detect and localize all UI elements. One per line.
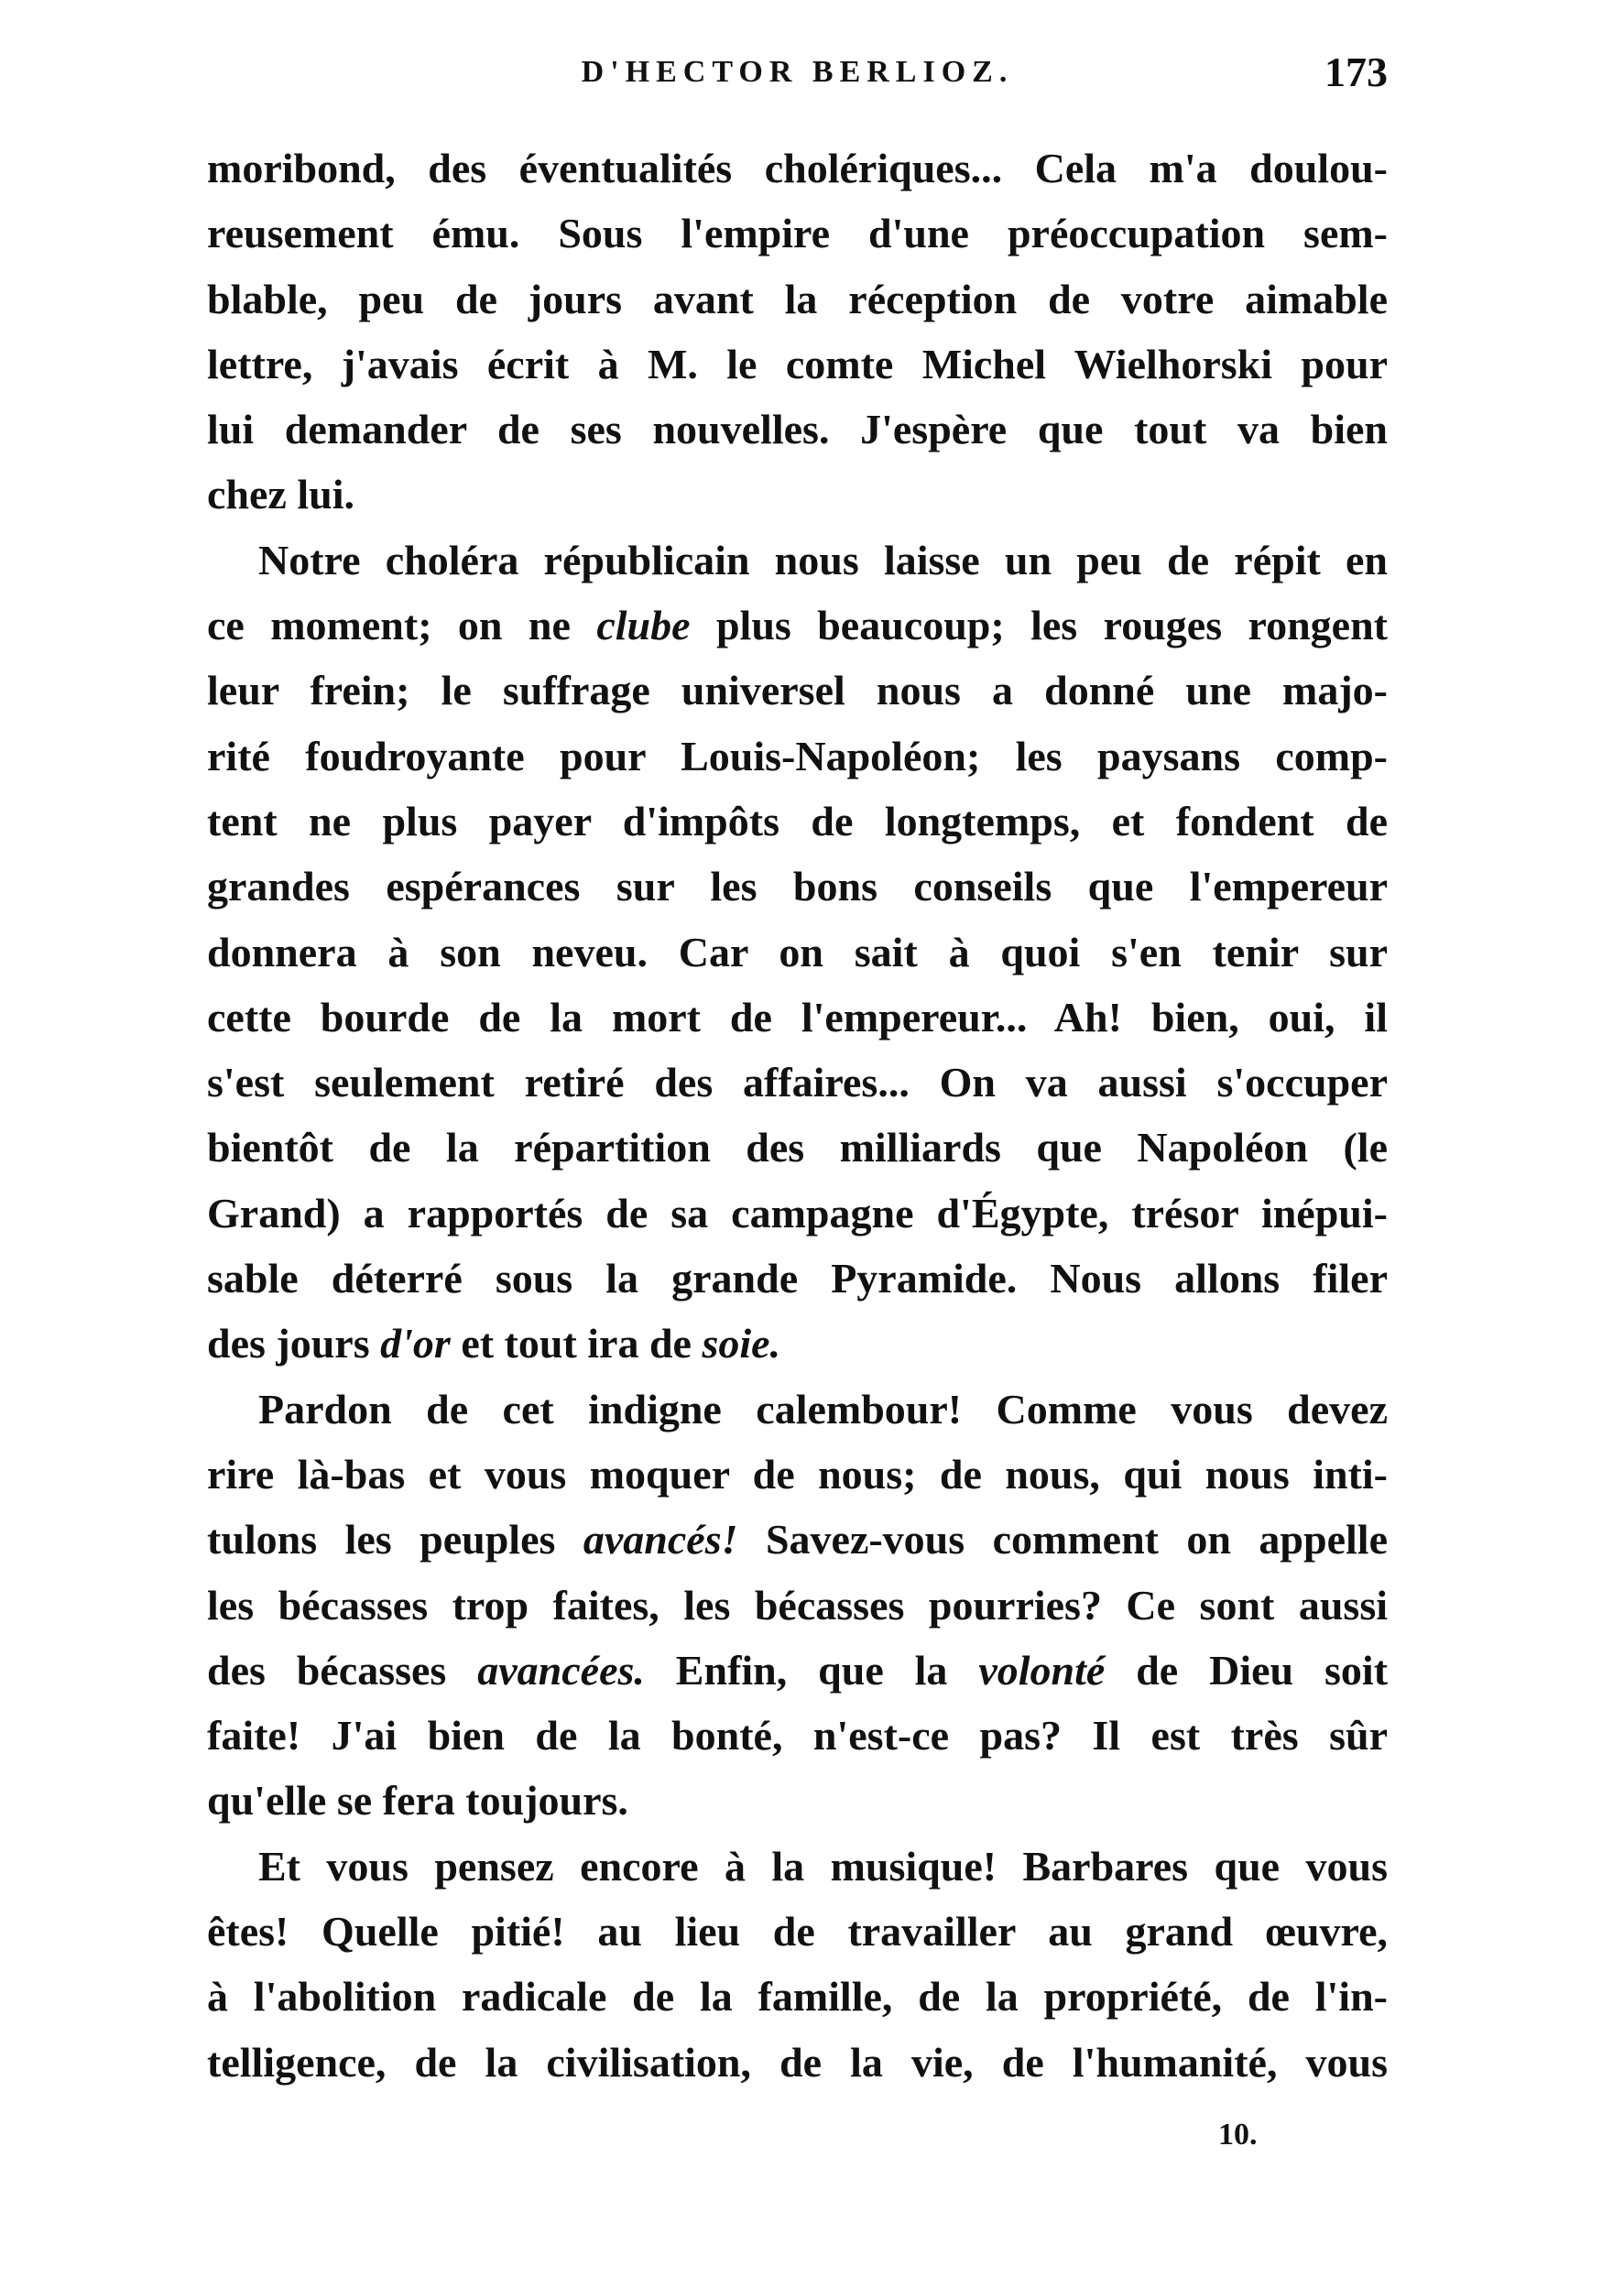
text-line	[207, 1181, 1388, 1246]
text-line	[207, 1246, 1388, 1311]
text-segment: Grand) a rapportés de sa campagne d'Égypte, trésor inépui-	[207, 1189, 1388, 1237]
text-line	[207, 1964, 1388, 2029]
text-line	[207, 1573, 1388, 1638]
signature-mark: 10.	[1218, 2118, 1258, 2152]
text-line	[207, 724, 1388, 789]
text-segment: Et vous pensez encore à la musique! Barbares que vous	[258, 1842, 1388, 1890]
text-segment: tulons les peuples	[207, 1516, 583, 1563]
text-line	[207, 2030, 1388, 2095]
text-segment: rire là-bas et vous moquer de nous; de nous, qui nous inti-	[207, 1450, 1388, 1498]
text-segment: tent ne plus payer d'impôts de longtemps, et fondent de	[207, 797, 1388, 844]
text-line	[207, 1768, 1388, 1833]
text-segment: les bécasses trop faites, les bécasses pourries? Ce sont aussi	[207, 1581, 1388, 1629]
text-line	[207, 201, 1388, 266]
text-segment: donnera à son neveu. Car on sait à quoi s'en tenir sur	[207, 928, 1388, 975]
text-segment: des bécasses	[207, 1646, 478, 1694]
text-segment: à l'abolition radicale de la famille, de la propriété, de l'in-	[207, 1973, 1388, 2021]
text-line	[207, 1115, 1388, 1180]
text-segment: plus beaucoup; les rouges rongent	[690, 602, 1389, 649]
text-line	[207, 1638, 1388, 1703]
italic-text: avancés!	[583, 1516, 738, 1563]
text-line	[207, 789, 1388, 854]
text-line	[207, 1050, 1388, 1115]
text-segment: chez lui.	[207, 471, 354, 518]
text-line	[207, 593, 1388, 658]
text-segment: et tout ira de	[450, 1320, 703, 1367]
body-text	[207, 136, 1388, 2095]
text-segment: faite! J'ai bien de la bonté, n'est-ce pas? Il est très sûr	[207, 1712, 1388, 1760]
text-segment: Pardon de cet indigne calembour! Comme vous devez	[258, 1385, 1388, 1433]
text-segment: moribond, des éventualités cholériques... Cela m'a doulou-	[207, 145, 1388, 191]
italic-text: soie.	[702, 1320, 781, 1367]
text-segment: grandes espérances sur les bons conseils que l'empereur	[207, 863, 1388, 910]
text-line	[207, 136, 1388, 201]
text-segment: Enfin, que la	[644, 1646, 979, 1694]
running-header	[207, 48, 1388, 103]
text-line	[207, 1899, 1388, 1964]
text-segment: lui demander de ses nouvelles. J'espère que tout va bien	[207, 406, 1388, 453]
italic-text: avancées.	[477, 1646, 645, 1694]
text-line	[207, 1442, 1388, 1507]
text-segment: sable déterré sous la grande Pyramide. Nous allons filer	[207, 1255, 1388, 1302]
text-segment: reusement ému. Sous l'empire d'une préoccupation sem-	[207, 210, 1388, 257]
text-segment: ce moment; on ne	[207, 602, 597, 649]
italic-text: volonté	[978, 1646, 1106, 1694]
text-segment: de Dieu soit	[1105, 1646, 1389, 1694]
text-line	[207, 332, 1388, 397]
italic-text: clube	[596, 602, 691, 649]
text-segment: telligence, de la civilisation, de la vie, de l'humanité, vous	[207, 2038, 1388, 2086]
text-segment: êtes! Quelle pitié! au lieu de travailler au grand œuvre,	[207, 1908, 1388, 1956]
text-segment: Notre choléra républicain nous laisse un peu de répit en	[258, 536, 1388, 583]
italic-text: d'or	[380, 1320, 451, 1367]
text-line	[207, 985, 1388, 1050]
text-segment: rité foudroyante pour Louis-Napoléon; les paysans comp-	[207, 732, 1388, 779]
text-line	[207, 1834, 1388, 1899]
text-line	[207, 462, 1388, 527]
text-segment: s'est seulement retiré des affaires... On va aussi s'occuper	[207, 1059, 1388, 1106]
text-segment: des jours	[207, 1320, 381, 1367]
text-segment: bientôt de la répartition des milliards que Napoléon (le	[207, 1124, 1388, 1171]
text-line	[207, 267, 1388, 332]
text-line	[207, 1507, 1388, 1572]
text-line	[207, 1377, 1388, 1442]
text-line	[207, 397, 1388, 462]
text-line	[207, 920, 1388, 985]
text-line	[207, 1703, 1388, 1768]
text-line	[207, 658, 1388, 723]
text-segment: lettre, j'avais écrit à M. le comte Michel Wielhorski pour	[207, 340, 1388, 387]
text-segment: Savez-vous comment on appelle	[737, 1516, 1388, 1563]
page-number: 173	[1324, 49, 1388, 95]
text-line	[207, 854, 1388, 919]
text-segment: leur frein; le suffrage universel nous a donné une majo-	[207, 667, 1388, 714]
text-segment: cette bourde de la mort de l'empereur... Ah! bien, oui, il	[207, 993, 1388, 1040]
text-line	[207, 528, 1388, 593]
running-title: D'HECTOR BERLIOZ.	[581, 55, 1014, 89]
text-segment: qu'elle se fera toujours.	[207, 1777, 628, 1825]
text-segment: blable, peu de jours avant la réception de votre aimable	[207, 275, 1388, 322]
text-line	[207, 1311, 1388, 1376]
